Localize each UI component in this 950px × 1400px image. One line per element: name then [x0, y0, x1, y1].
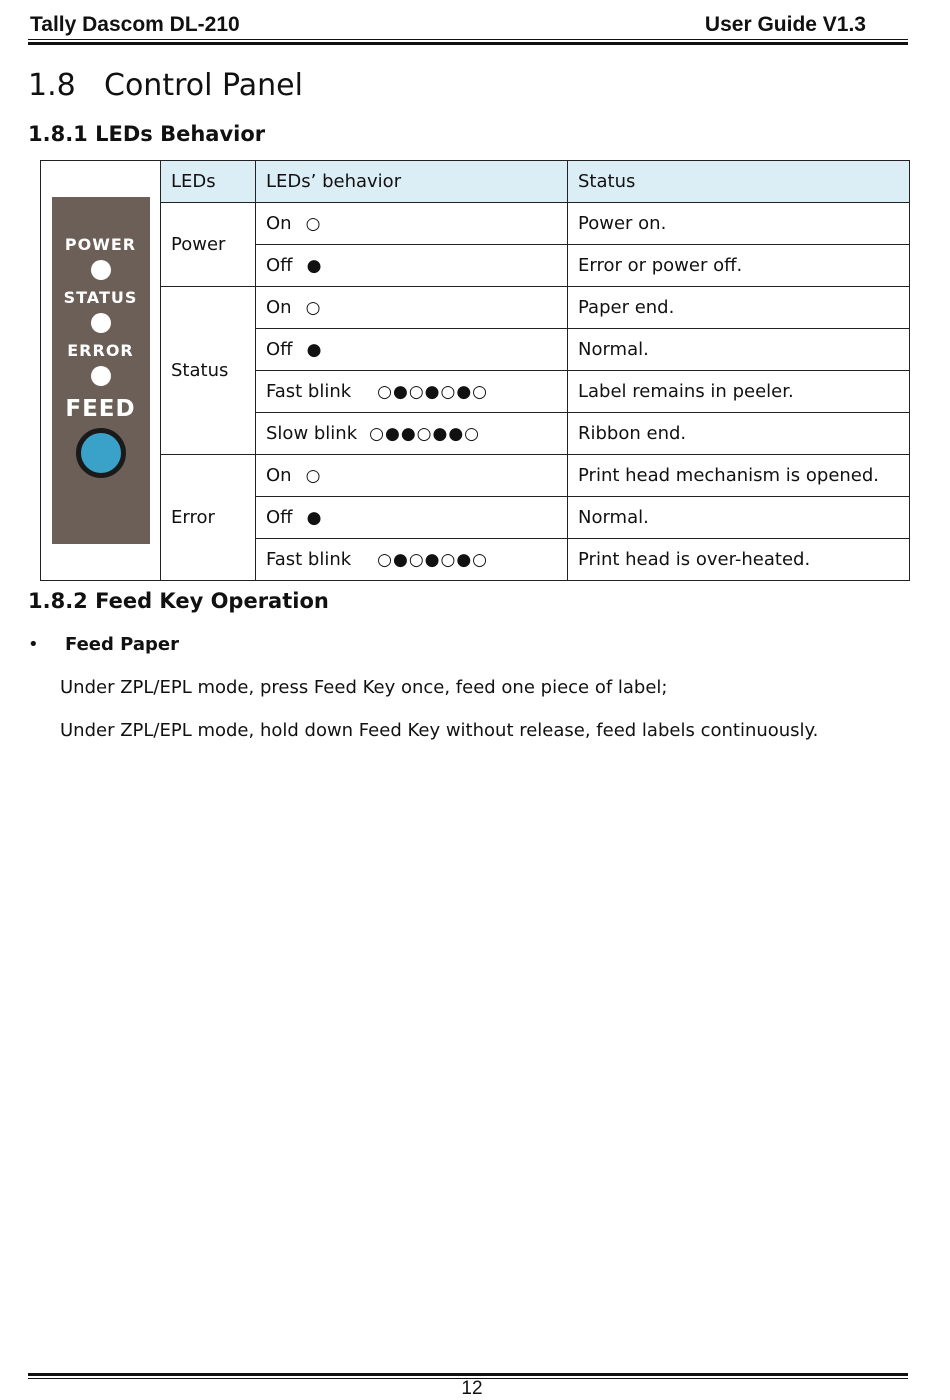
behavior-cell: Off ●	[256, 497, 568, 539]
panel-power-label: POWER	[64, 235, 137, 254]
status-cell: Label remains in peeler.	[568, 371, 910, 413]
behavior-cell: Fast blink ○●○●○●○	[256, 539, 568, 581]
header-status: Status	[568, 161, 910, 203]
header-behavior: LEDs’ behavior	[256, 161, 568, 203]
behavior-cell: Off ●	[256, 245, 568, 287]
header-guide-version: User Guide V1.3	[704, 13, 866, 36]
subsection-heading-leds: 1.8.1 LEDs Behavior	[28, 122, 266, 146]
led-off-icon: ●	[306, 508, 323, 528]
behavior-cell: Fast blink ○●○●○●○	[256, 371, 568, 413]
section-number: 1.8	[28, 68, 76, 103]
status-cell: Normal.	[568, 497, 910, 539]
status-cell: Normal.	[568, 329, 910, 371]
slow-blink-icon: ○●●○●●○	[369, 424, 480, 444]
header-leds: LEDs	[161, 161, 256, 203]
status-cell: Power on.	[568, 203, 910, 245]
section-title: Control Panel	[104, 68, 303, 103]
subsection-heading-feed-key: 1.8.2 Feed Key Operation	[28, 589, 329, 613]
status-cell: Paper end.	[568, 287, 910, 329]
header-rule-thick	[28, 42, 908, 45]
status-cell: Print head mechanism is opened.	[568, 455, 910, 497]
page-number: 12	[461, 1378, 483, 1399]
power-led-icon	[91, 260, 111, 280]
header-rule-thin	[28, 39, 908, 40]
group-error: Error	[161, 455, 256, 581]
table-row	[41, 203, 910, 245]
led-on-icon: ○	[305, 214, 322, 234]
led-off-icon: ●	[306, 256, 323, 276]
table-row	[41, 455, 910, 497]
status-cell: Print head is over-heated.	[568, 539, 910, 581]
led-off-icon: ●	[306, 340, 323, 360]
table-header-row	[41, 161, 910, 203]
leds-behavior-table	[40, 160, 910, 581]
paragraph-hold-down: Under ZPL/EPL mode, hold down Feed Key without release, feed labels continuously.	[60, 720, 819, 741]
led-on-icon: ○	[305, 466, 322, 486]
behavior-cell: On ○	[256, 203, 568, 245]
behavior-cell: On ○	[256, 287, 568, 329]
footer-rule-thick	[28, 1373, 908, 1376]
panel-error-label: ERROR	[67, 341, 134, 360]
paragraph-press-once: Under ZPL/EPL mode, press Feed Key once, feed one piece of label;	[60, 677, 668, 698]
status-cell: Error or power off.	[568, 245, 910, 287]
fast-blink-icon: ○●○●○●○	[377, 550, 488, 570]
panel-status-label: STATUS	[63, 288, 138, 307]
panel-feed-label: FEED	[65, 396, 136, 422]
bullet-feed-paper	[28, 634, 179, 655]
behavior-cell: Off ●	[256, 329, 568, 371]
bullet-icon: •	[28, 634, 39, 655]
header-doc-title: Tally Dascom DL-210	[30, 13, 240, 36]
group-status: Status	[161, 287, 256, 455]
control-panel-image-cell	[41, 161, 161, 581]
status-led-icon	[91, 313, 111, 333]
error-led-icon	[91, 366, 111, 386]
led-on-icon: ○	[305, 298, 322, 318]
control-panel-illustration	[52, 197, 150, 544]
section-heading	[28, 68, 303, 103]
group-power: Power	[161, 203, 256, 287]
behavior-cell: On ○	[256, 455, 568, 497]
table-row	[41, 287, 910, 329]
fast-blink-icon: ○●○●○●○	[377, 382, 488, 402]
feed-button-icon	[76, 428, 126, 478]
status-cell: Ribbon end.	[568, 413, 910, 455]
behavior-cell: Slow blink ○●●○●●○	[256, 413, 568, 455]
bullet-title: Feed Paper	[65, 634, 179, 655]
